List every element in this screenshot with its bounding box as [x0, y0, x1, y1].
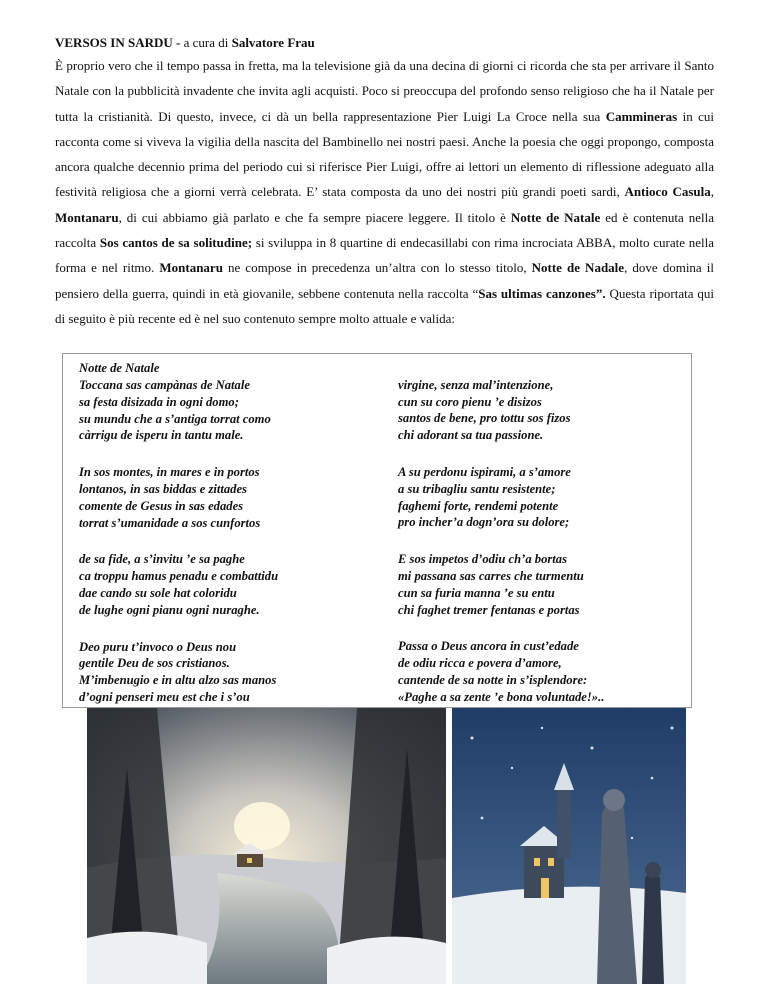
- poem-line: «Paghe a sa zente ’e bona voluntade!»..: [398, 689, 605, 704]
- intro-text: ,: [710, 184, 715, 200]
- intro-bold: Cammineras: [605, 108, 678, 124]
- poem-line: chi adorant sa tua passione.: [398, 428, 544, 443]
- poem-stanza: [79, 551, 379, 618]
- poem-line: d’ogni penseri meu est che i s’ou: [79, 689, 250, 704]
- author-name: Salvatore Frau: [231, 35, 315, 50]
- article-heading: [55, 34, 315, 52]
- poem-box: [62, 353, 692, 708]
- intro-bold: Montanaru: [159, 260, 223, 276]
- intro-text: ne compose in precedenza un’altra con lo stesso titolo,: [222, 260, 532, 276]
- poem-stanza: [79, 464, 379, 531]
- snowy-church-image: [452, 708, 686, 984]
- column-title: VERSOS IN SARDU -: [55, 35, 181, 50]
- intro-text: È proprio vero che il tempo passa in fretta, ma la televisione già da una decina di giorni ci ricorda che sta per arrivare il Santo Natale con la pubblicità invadente che invita agli acquisti. Poco si preoccupa del profondo senso religioso che ha il Natale per tutta la cristianità. Di questo, invece, ci dà un bella rappresentazione Pier Luigi La Croce nella sua: [55, 58, 714, 124]
- poem-line: faghemi forte, rendemi potente: [398, 498, 559, 513]
- poem-column-left: [79, 360, 379, 726]
- poem-line: sa festa disizada in ogni domo;: [79, 394, 239, 409]
- intro-text: , di cui abbiamo già parlato e che fa sempre piacere leggere. Il titolo è: [118, 209, 511, 225]
- poem-line: càrrigu de isperu in tantu male.: [79, 428, 244, 443]
- poem-line: mi passana sas carres che turmentu: [398, 568, 584, 583]
- intro-text: , dove domina il pensiero della guerra, quindi in età giovanile, sebbene contenuta nella raccolta “: [55, 260, 714, 301]
- poem-line: lontanos, in sas biddas e zittades: [79, 481, 247, 496]
- poem-column-right: [398, 360, 698, 726]
- poem-stanza: [79, 377, 379, 444]
- intro-paragraph: [55, 53, 714, 331]
- intro-text: in cui racconta come si viveva la vigilia della nascita del Bambinello nei nostri paesi. Anche la poesia che oggi propongo, composta ancora qualche decennio prima del periodo cui si riferisce Pier Luigi, offre ai lettori un elemento di riflessione adeguato alla festività religiosa che a giorni verrà celebrata. E’ stata composta da uno dei nostri più grandi poeti sardi,: [55, 108, 714, 200]
- intro-bold: Sas ultimas canzones”.: [478, 285, 606, 301]
- intro-text: si sviluppa in 8 quartine di endecasillabi con rima incrociata ABBA, molto curate nella forma e nel ritmo.: [55, 235, 714, 276]
- poem-line: ca troppu hamus penadu e combattidu: [79, 569, 279, 584]
- poem-line: a su tribagliu santu resistente;: [398, 481, 556, 496]
- intro-text: ed è contenuta nella raccolta: [55, 209, 714, 251]
- poem-line: su mundu che a s’antiga torrat como: [79, 411, 271, 426]
- intro-bold: Notte de Nadale: [531, 260, 625, 276]
- poem-title: Notte de Natale: [79, 361, 160, 375]
- curated-by: a cura di: [183, 35, 229, 50]
- poem-line: Deo puru t’invoco o Deus nou: [79, 639, 237, 654]
- poem-line: cun sa furia manna ’e su entu: [398, 585, 555, 600]
- poem-line: Toccana sas campànas de Natale: [79, 378, 250, 392]
- poem-line: comente de Gesus in sas edades: [79, 498, 244, 513]
- poem-line: virgine, senza mal’intenzione,: [398, 377, 554, 392]
- poem-line: cun su coro pienu ’e disizos: [398, 394, 542, 409]
- poem-stanza: [79, 639, 379, 706]
- poem-line: cantende de sa notte in s’isplendore:: [398, 672, 588, 687]
- winter-landscape-image: [87, 708, 446, 984]
- poem-line: torrat s’umanidade a sos cunfortos: [79, 515, 261, 530]
- poem-line: santos de bene, pro tottu sos fizos: [398, 411, 571, 426]
- intro-bold: Sos cantos de sa solitudine;: [99, 235, 253, 251]
- poem-line: de odiu ricca e povera d’amore,: [398, 656, 562, 671]
- poem-line: gentile Deu de sos cristianos.: [79, 656, 230, 671]
- poem-stanza: [398, 551, 698, 618]
- intro-bold: Antioco Casula: [624, 184, 711, 200]
- poem-stanza: [398, 377, 698, 444]
- poem-line: E sos impetos d’odiu ch’a bortas: [398, 552, 567, 567]
- poem-line: In sos montes, in mares e in portos: [79, 465, 260, 480]
- poem-line: A su perdonu ispirami, a s’amore: [398, 464, 571, 479]
- intro-bold: Montanaru: [55, 209, 119, 225]
- poem-line: dae cando su sole hat coloridu: [79, 585, 237, 600]
- poem-line: de lughe ogni pianu ogni nuraghe.: [79, 602, 260, 617]
- poem-stanza: [398, 638, 698, 705]
- poem-stanza: [398, 464, 698, 531]
- intro-text: Questa riportata qui di seguito è più recente ed è nel suo contenuto sempre molto attuale e valida:: [55, 285, 714, 326]
- poem-line: chi faghet tremer fentanas e portas: [398, 602, 580, 617]
- poem-line: de sa fide, a s’invitu ’e sa paghe: [79, 552, 245, 567]
- poem-line: Passa o Deus ancora in cust’edade: [398, 639, 579, 654]
- intro-bold: Notte de Natale: [510, 209, 601, 225]
- poem-line: pro incher’a dogn’ora su dolore;: [398, 515, 570, 530]
- poem-line: M’imbenugio e in altu alzo sas manos: [79, 673, 277, 688]
